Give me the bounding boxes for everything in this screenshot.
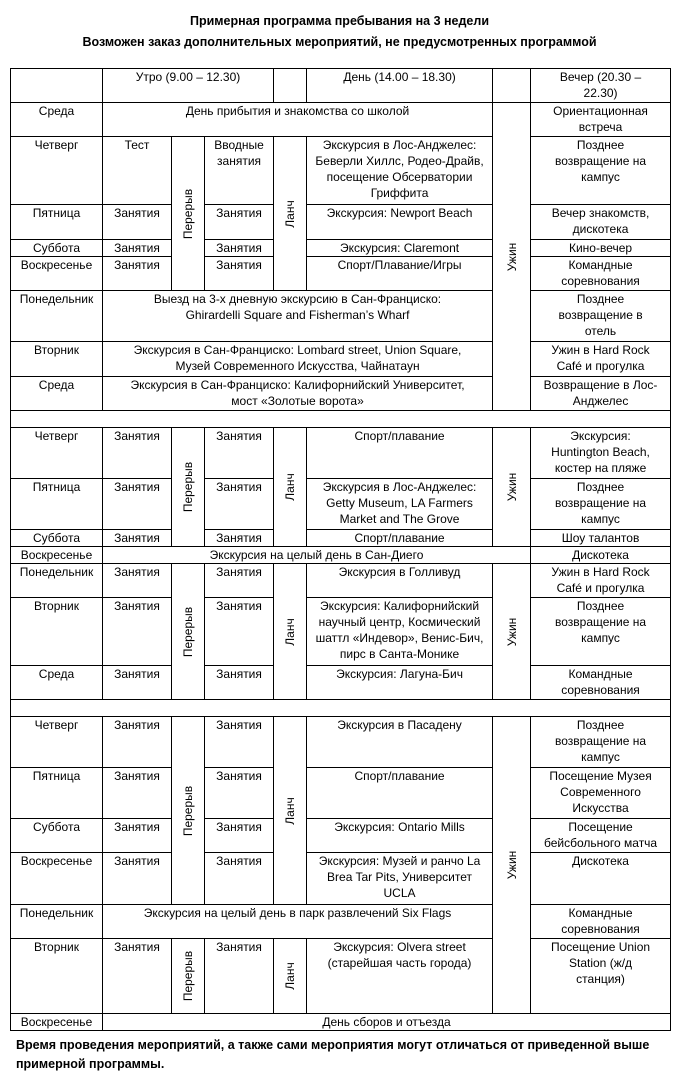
morning-cell: Занятия <box>103 530 172 547</box>
day-activity-cell: Экскурсия в Голливуд <box>307 564 493 598</box>
day-name: Воскресенье <box>11 1014 103 1031</box>
morning-cell: Занятия <box>205 717 274 768</box>
day-name: Вторник <box>11 939 103 1014</box>
day-name: Понедельник <box>11 291 103 342</box>
evening-cell: Экскурсия: Huntington Beach, костер на пляже <box>531 428 671 479</box>
evening-cell: Ориентационная встреча <box>531 103 671 137</box>
page-subtitle: Возможен заказ дополнительных мероприятий, не предусмотренных программой <box>82 35 597 49</box>
morning-cell: Занятия <box>103 768 172 819</box>
morning-cell: Занятия <box>103 428 172 479</box>
day-activity-cell: Спорт/плавание <box>307 428 493 479</box>
header-morning: Утро (9.00 – 12.30) <box>103 69 274 103</box>
morning-cell: Занятия <box>103 853 172 905</box>
page-title: Примерная программа пребывания на 3 недели <box>189 14 490 28</box>
table-row <box>11 291 671 342</box>
morning-cell: Занятия <box>205 205 274 240</box>
evening-cell: Вечер знакомств, дискотека <box>531 205 671 240</box>
table-row <box>11 205 671 240</box>
table-row <box>11 479 671 530</box>
day-name: Понедельник <box>11 905 103 939</box>
morning-cell: Занятия <box>103 939 172 1014</box>
table-row <box>11 530 671 547</box>
morning-cell: Занятия <box>205 257 274 291</box>
morning-cell: Занятия <box>205 479 274 530</box>
day-name: Понедельник <box>11 564 103 598</box>
morning-cell: Занятия <box>205 564 274 598</box>
activity-cell: Экскурсия в Сан-Франциско: Lombard street, Union Square, Музей Современного Искусства, Чайнатаун <box>103 342 493 377</box>
day-name: Вторник <box>11 342 103 377</box>
table-row <box>11 717 671 768</box>
evening-cell: Дискотека <box>531 547 671 564</box>
day-name: Четверг <box>11 717 103 768</box>
morning-cell: Занятия <box>103 257 172 291</box>
morning-cell: Занятия <box>103 666 172 700</box>
morning-cell: Занятия <box>205 768 274 819</box>
evening-cell: Командные соревнования <box>531 905 671 939</box>
day-activity-cell: Экскурсия в Пасадену <box>307 717 493 768</box>
day-activity-cell: Экскурсия: Ontario Mills <box>307 819 493 853</box>
lunch-label: Ланч <box>274 428 307 547</box>
morning-cell: Тест <box>103 137 172 205</box>
evening-cell: Позднее возвращение на кампус <box>531 479 671 530</box>
activity-cell: Экскурсия в Сан-Франциско: Калифорнийский Университет, мост «Золотые ворота» <box>103 377 493 411</box>
morning-cell: Занятия <box>205 853 274 905</box>
day-name: Суббота <box>11 530 103 547</box>
header-dinner-cell <box>493 69 531 103</box>
morning-cell: Занятия <box>103 240 172 257</box>
day-activity-cell: Экскурсия в Лос-Анджелес: Беверли Хиллс, Родео-Драйв, посещение Обсерватории Гриффита <box>307 137 493 205</box>
day-name: Четверг <box>11 137 103 205</box>
footnote: Время проведения мероприятий, а также сами мероприятия могут отличаться от приведенной выше примерной программы. <box>16 1038 650 1071</box>
day-activity-cell: Экскурсия: Калифорнийский научный центр, Космический шаттл «Индевор», Венис-Бич, пирс в Санта-Монике <box>307 598 493 666</box>
day-activity-cell: Спорт/плавание <box>307 768 493 819</box>
morning-cell: Занятия <box>103 205 172 240</box>
morning-cell: Занятия <box>205 240 274 257</box>
evening-cell: Позднее возвращение на кампус <box>531 137 671 205</box>
table-row <box>11 342 671 377</box>
header-row <box>11 69 671 103</box>
header-day-cell <box>11 69 103 103</box>
day-name: Суббота <box>11 819 103 853</box>
table-row <box>11 853 671 905</box>
break-label: Перерыв <box>172 564 205 700</box>
day-activity-cell: Спорт/Плавание/Игры <box>307 257 493 291</box>
evening-cell: Ужин в Hard Rock Café и прогулка <box>531 342 671 377</box>
lunch-label: Ланч <box>274 717 307 905</box>
break-label: Перерыв <box>172 428 205 547</box>
table-row <box>11 103 671 137</box>
table-row <box>11 137 671 205</box>
dinner-label: Ужин <box>493 564 531 700</box>
header-lunch-cell <box>274 69 307 103</box>
break-label: Перерыв <box>172 137 205 291</box>
day-activity-cell: Экскурсия в Лос-Анджелес: Getty Museum, LA Farmers Market and The Grove <box>307 479 493 530</box>
evening-cell: Посещение Union Station (ж/д станция) <box>531 939 671 1014</box>
morning-cell: Занятия <box>205 598 274 666</box>
lunch-label: Ланч <box>274 137 307 291</box>
table-row <box>11 1014 671 1031</box>
day-name: Суббота <box>11 240 103 257</box>
table-row <box>11 905 671 939</box>
morning-cell: Занятия <box>103 598 172 666</box>
table-row <box>11 819 671 853</box>
dinner-label: Ужин <box>493 103 531 411</box>
morning-cell: Занятия <box>205 939 274 1014</box>
morning-cell: Занятия <box>103 564 172 598</box>
week-separator <box>11 411 671 428</box>
table-row <box>11 939 671 1014</box>
day-activity-cell: Экскурсия: Newport Beach <box>307 205 493 240</box>
morning-cell: Занятия <box>103 717 172 768</box>
day-name: Вторник <box>11 598 103 666</box>
dinner-label: Ужин <box>493 717 531 1014</box>
morning-cell: Занятия <box>205 428 274 479</box>
evening-cell: Возвращение в Лос- Анджелес <box>531 377 671 411</box>
schedule-table <box>10 68 671 1031</box>
morning-cell: Занятия <box>103 479 172 530</box>
day-name: Пятница <box>11 205 103 240</box>
day-name: Среда <box>11 377 103 411</box>
day-activity-cell: Экскурсия: Музей и ранчо La Brea Tar Pits, Университет UCLA <box>307 853 493 905</box>
table-row <box>11 598 671 666</box>
morning-cell: Занятия <box>205 666 274 700</box>
day-name: Пятница <box>11 768 103 819</box>
morning-cell: Занятия <box>205 819 274 853</box>
lunch-label: Ланч <box>274 564 307 700</box>
evening-cell: Шоу талантов <box>531 530 671 547</box>
table-row <box>11 428 671 479</box>
day-activity-cell: Экскурсия: Claremont <box>307 240 493 257</box>
evening-cell: Дискотека <box>531 853 671 905</box>
activity-cell: Выезд на 3-х дневную экскурсию в Сан-Франциско: Ghirardelli Square and Fisherman’s Wharf <box>103 291 493 342</box>
day-name: Среда <box>11 666 103 700</box>
break-label: Перерыв <box>172 717 205 905</box>
evening-cell: Командные соревнования <box>531 666 671 700</box>
day-activity-cell: Экскурсия: Olvera street (старейшая часть города) <box>307 939 493 1014</box>
morning-cell: Вводные занятия <box>205 137 274 205</box>
evening-cell: Позднее возвращение в отель <box>531 291 671 342</box>
morning-cell: Занятия <box>205 530 274 547</box>
evening-cell: Ужин в Hard Rock Café и прогулка <box>531 564 671 598</box>
evening-cell: Кино-вечер <box>531 240 671 257</box>
table-row <box>11 377 671 411</box>
day-name: Среда <box>11 103 103 137</box>
dinner-label: Ужин <box>493 428 531 547</box>
break-label: Перерыв <box>172 939 205 1014</box>
activity-cell: Экскурсия на целый день в Сан-Диего <box>103 547 531 564</box>
header-evening: Вечер (20.30 – 22.30) <box>531 69 671 103</box>
table-row <box>11 257 671 291</box>
table-row <box>11 666 671 700</box>
activity-cell: Экскурсия на целый день в парк развлечений Six Flags <box>103 905 493 939</box>
table-row <box>11 240 671 257</box>
evening-cell: Посещение бейсбольного матча <box>531 819 671 853</box>
activity-cell: День сборов и отъезда <box>103 1014 671 1031</box>
header-day: День (14.00 – 18.30) <box>307 69 493 103</box>
week-separator <box>11 700 671 717</box>
table-row <box>11 564 671 598</box>
activity-cell: День прибытия и знакомства со школой <box>103 103 493 137</box>
table-row <box>11 547 671 564</box>
day-name: Четверг <box>11 428 103 479</box>
morning-cell: Занятия <box>103 819 172 853</box>
table-row <box>11 768 671 819</box>
evening-cell: Позднее возвращение на кампус <box>531 717 671 768</box>
day-name: Воскресенье <box>11 547 103 564</box>
day-name: Воскресенье <box>11 853 103 905</box>
lunch-label: Ланч <box>274 939 307 1014</box>
evening-cell: Командные соревнования <box>531 257 671 291</box>
day-name: Пятница <box>11 479 103 530</box>
day-name: Воскресенье <box>11 257 103 291</box>
day-activity-cell: Экскурсия: Лагуна-Бич <box>307 666 493 700</box>
day-activity-cell: Спорт/плавание <box>307 530 493 547</box>
evening-cell: Позднее возвращение на кампус <box>531 598 671 666</box>
evening-cell: Посещение Музея Современного Искусства <box>531 768 671 819</box>
